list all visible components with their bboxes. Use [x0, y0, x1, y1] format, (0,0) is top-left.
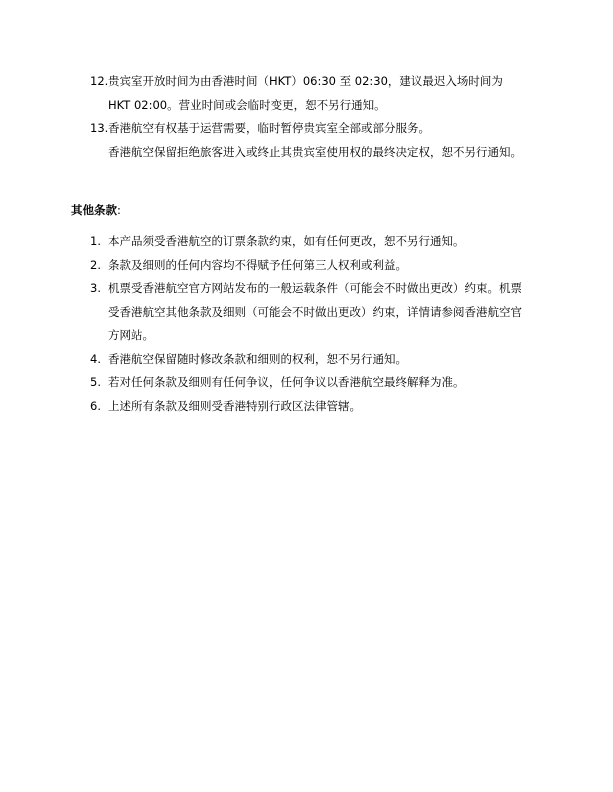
item-number: 5.	[90, 375, 101, 389]
section-heading-colon: :	[117, 203, 121, 217]
item-text	[90, 371, 570, 395]
item-line: 若对任何条款及细则有任何争议，任何争议以香港航空最终解释为准。	[108, 375, 465, 389]
list-item	[90, 117, 570, 164]
item-text	[90, 70, 570, 117]
item-line: 贵宾室开放时间为由香港时间（HKT）06:30 至 02:30，建议最迟入场时间为	[108, 74, 503, 88]
list-item	[90, 371, 570, 395]
item-line: 机票受香港航空官方网站发布的一般运载条件（可能会不时做出更改）约束。机票	[108, 281, 522, 295]
item-line: 受香港航空其他条款及细则（可能会不时做出更改）约束，详情请参阅香港航空官	[108, 304, 522, 319]
list-item	[90, 348, 570, 372]
item-line: HKT 02:00。营业时间或会临时变更，恕不另行通知。	[108, 97, 386, 112]
list-item	[90, 254, 570, 278]
item-number: 12.	[90, 74, 109, 88]
item-text	[90, 395, 570, 419]
section-heading-text: 其他条款	[71, 203, 117, 217]
item-line: 香港航空保留拒绝旅客进入或终止其贵宾室使用权的最终决定权，恕不另行通知。	[108, 144, 522, 159]
item-text	[90, 117, 570, 164]
item-text	[90, 254, 570, 278]
item-line: 上述所有条款及细则受香港特别行政区法律管辖。	[108, 398, 361, 413]
list-item	[90, 230, 570, 254]
item-line: 本产品须受香港航空的订票条款约束，如有任何更改，恕不另行通知。	[108, 234, 465, 248]
item-text	[90, 277, 570, 348]
item-number: 2.	[90, 257, 101, 272]
item-line: 香港航空保留随时修改条款和细则的权利，恕不另行通知。	[108, 351, 407, 366]
item-number: 3.	[90, 281, 101, 295]
item-text	[90, 230, 570, 254]
item-number: 4.	[90, 351, 101, 366]
item-line: 方网站。	[108, 328, 154, 342]
item-text	[90, 348, 570, 372]
item-number: 6.	[90, 398, 101, 413]
list-item	[90, 395, 570, 419]
list-item	[90, 70, 570, 117]
item-number: 13.	[90, 121, 109, 135]
item-number: 1.	[90, 234, 101, 248]
item-line: 条款及细则的任何内容均不得赋予任何第三人权利或利益。	[108, 257, 407, 272]
list-item	[90, 277, 570, 348]
other-terms-list	[90, 230, 570, 418]
lounge-terms-list	[90, 70, 570, 164]
item-line: 香港航空有权基于运营需要，临时暂停贵宾室全部或部分服务。	[108, 121, 430, 135]
section-heading	[71, 199, 121, 222]
